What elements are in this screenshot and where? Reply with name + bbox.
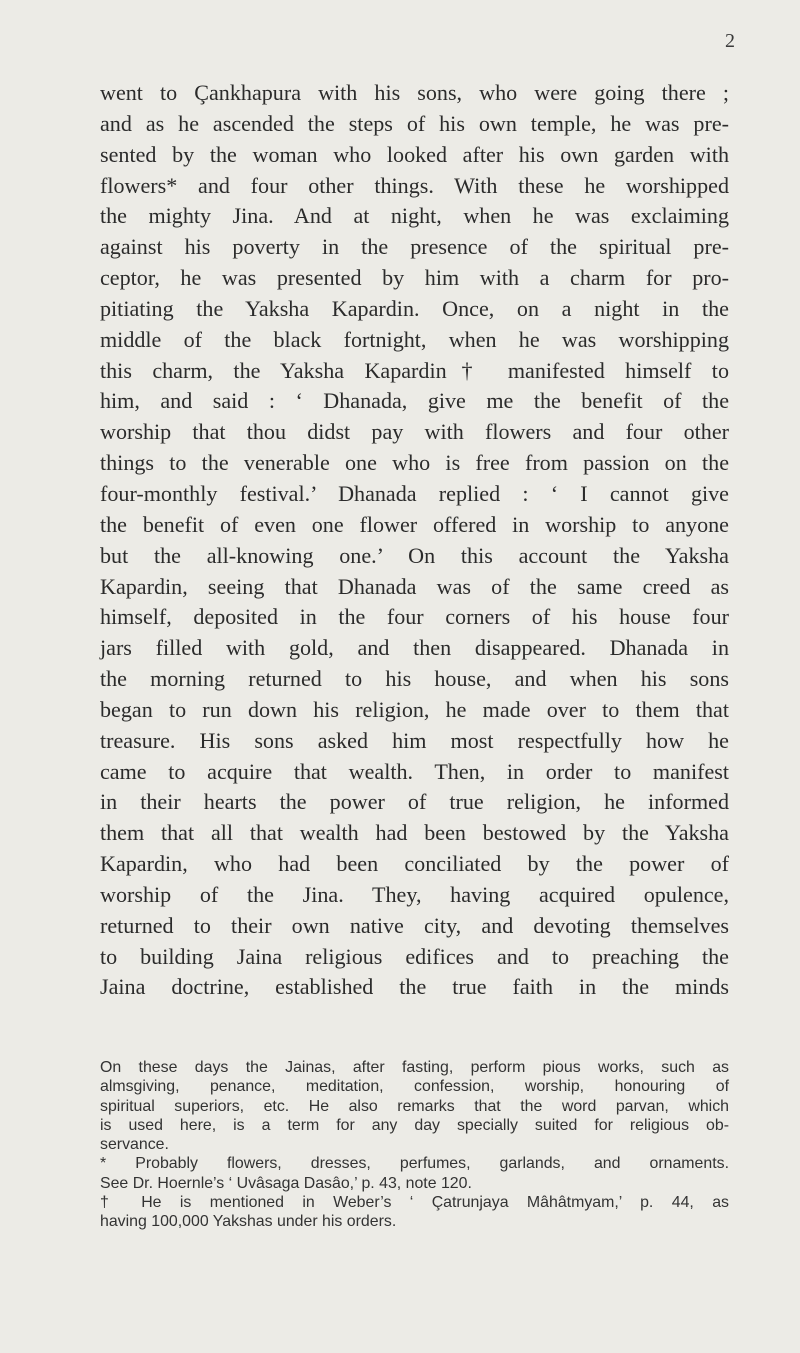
footnote-line: is used here, is a term for any day specially suited for religious ob-	[100, 1116, 729, 1134]
text-line: came to acquire that wealth. Then, in order to manifest	[100, 758, 729, 784]
text-line: himself, deposited in the four corners of his house four	[100, 604, 729, 630]
text-line: things to the venerable one who is free from passion on the	[100, 450, 729, 476]
text-line: worship that thou didst pay with flowers and four other	[100, 419, 729, 445]
text-line: treasure. His sons asked him most respectfully how he	[100, 727, 729, 753]
text-line: Jaina doctrine, established the true faith in the minds	[100, 974, 729, 1000]
footnote-line: † He is mentioned in Weber’s ‘ Çatrunjaya Mâhâtmyam,’ p. 44, as	[100, 1194, 729, 1212]
text-line: the benefit of even one flower offered in worship to anyone	[100, 511, 729, 537]
footnote-line: servance.	[100, 1136, 169, 1154]
text-line: Kapardin, who had been conciliated by the power of	[100, 851, 729, 877]
text-line: worship of the Jina. They, having acquired opulence,	[100, 881, 729, 907]
text-line: the morning returned to his house, and when his sons	[100, 666, 729, 692]
text-line: returned to their own native city, and devoting themselves	[100, 912, 729, 938]
text-line: pitiating the Yaksha Kapardin. Once, on a night in the	[100, 295, 729, 321]
footnote-line: having 100,000 Yakshas under his orders.	[100, 1213, 397, 1231]
text-line: went to Çankhapura with his sons, who were going there ;	[100, 80, 729, 105]
text-line: jars filled with gold, and then disappeared. Dhanada in	[100, 635, 729, 661]
text-line: sented by the woman who looked after his own garden with	[100, 141, 729, 167]
text-line: began to run down his religion, he made over to them that	[100, 696, 729, 722]
text-line: this charm, the Yaksha Kapardin† manifested himself to	[100, 357, 729, 383]
text-line: him, and said : ‘ Dhanada, give me the benefit of the	[100, 388, 729, 414]
footnote-line: * Probably flowers, dresses, perfumes, garlands, and ornaments.	[100, 1155, 729, 1173]
footnote-line: See Dr. Hoernle’s ‘ Uvâsaga Dasâo,’ p. 43, note 120.	[100, 1174, 472, 1192]
page-number: 2	[725, 30, 735, 52]
footnote-line: almsgiving, penance, meditation, confession, worship, honouring of	[100, 1078, 729, 1096]
text-line: Kapardin, seeing that Dhanada was of the same creed as	[100, 573, 729, 599]
text-line: them that all that wealth had been bestowed by the Yaksha	[100, 820, 729, 846]
text-line: and as he ascended the steps of his own temple, he was pre-	[100, 110, 729, 136]
main-text	[100, 78, 729, 1003]
text-line: the mighty Jina. And at night, when he was exclaiming	[100, 203, 729, 229]
footnote-line: On these days the Jainas, after fasting, perform pious works, such as	[100, 1059, 729, 1076]
text-line: but the all-knowing one.’ On this account the Yaksha	[100, 542, 729, 568]
footnotes	[100, 1058, 729, 1232]
text-line: ceptor, he was presented by him with a charm for pro-	[100, 265, 729, 291]
text-line: in their hearts the power of true religion, he informed	[100, 789, 729, 815]
text-line: flowers* and four other things. With these he worshipped	[100, 172, 729, 198]
footnote-line: spiritual superiors, etc. He also remarks that the word parvan, which	[100, 1097, 729, 1115]
text-line: four-monthly festival.’ Dhanada replied : ‘ I cannot give	[100, 480, 729, 506]
text-line: middle of the black fortnight, when he was worshipping	[100, 326, 729, 352]
text-line: against his poverty in the presence of the spiritual pre-	[100, 234, 729, 260]
text-line: to building Jaina religious edifices and to preaching the	[100, 943, 729, 969]
